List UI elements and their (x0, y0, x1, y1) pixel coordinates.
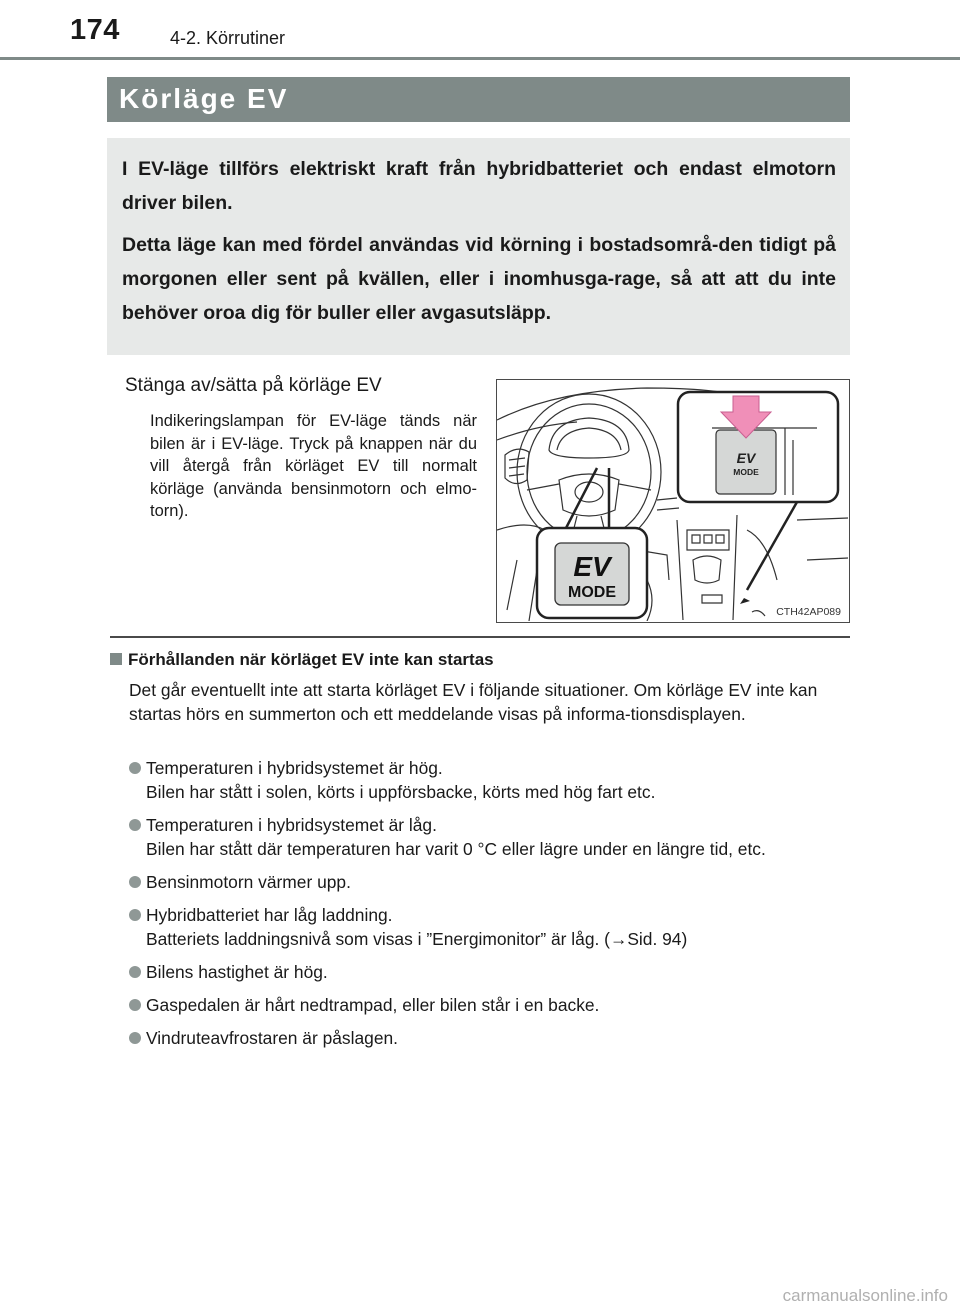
bullet-dot-icon (129, 966, 141, 978)
toggle-description: Indikeringslampan för EV-läge tänds när bilen är i EV-läge. Tryck på knappen när du vill återgå från körläget EV till normalt körläge (använda bensinmotorn och elmo-torn). (150, 412, 477, 520)
list-item-text: Bilens hastighet är hög. (146, 962, 328, 982)
bullet-dot-icon (129, 762, 141, 774)
conditions-heading (110, 650, 494, 670)
list-item-detail: Bilen har stått i solen, körts i uppförsbacke, körts med hög fart etc. (146, 782, 656, 802)
list-item-detail: Bilen har stått där temperaturen har varit 0 °C eller lägre under en längre tid, etc. (146, 839, 766, 859)
small-mode-label: MODE (733, 467, 759, 477)
toggle-title: Stänga av/sätta på körläge EV (125, 375, 382, 396)
list-item (129, 813, 854, 861)
figure-code: CTH42AP089 (776, 606, 841, 618)
header-rule (0, 57, 960, 60)
intro-paragraph-2: Detta läge kan med fördel användas vid körning i bostadsområ-den tidigt på morgonen eller sent på kvällen, eller i inomhusga-rage, så att att du inte behöver oroa dig för buller eller avgasutsläpp. (122, 234, 836, 324)
list-item (129, 993, 854, 1017)
section-title-bar (107, 77, 850, 122)
list-item (129, 1026, 854, 1050)
list-item-text: Bensinmotorn värmer upp. (146, 872, 351, 892)
list-item-text: Temperaturen i hybridsystemet är låg. (146, 815, 437, 835)
ev-mode-illustration (496, 379, 850, 623)
bullet-dot-icon (129, 999, 141, 1011)
small-ev-label: EV (736, 450, 756, 466)
list-item-text: Temperaturen i hybridsystemet är hög. (146, 758, 443, 778)
intro-paragraph-1: I EV-läge tillförs elektriskt kraft från hybridbatteriet och endast elmotorn driver bilen. (122, 158, 836, 214)
large-ev-label: EV (573, 551, 611, 582)
list-item (129, 903, 854, 951)
list-item (129, 960, 854, 984)
square-bullet-icon (110, 653, 122, 665)
list-item (129, 870, 854, 894)
bullet-dot-icon (129, 819, 141, 831)
list-item (129, 756, 854, 804)
list-item-detail: Batteriets laddningsnivå som visas i ”Energimonitor” är låg. (→Sid. 94) (146, 929, 688, 949)
intro-box (107, 138, 850, 355)
section-divider (110, 636, 850, 638)
list-item-text: Hybridbatteriet har låg laddning. (146, 905, 393, 925)
bullet-dot-icon (129, 876, 141, 888)
bullet-dot-icon (129, 1032, 141, 1044)
dashboard-drawing (497, 380, 848, 621)
conditions-list (129, 756, 854, 1059)
list-item-text: Gaspedalen är hårt nedtrampad, eller bilen står i en backe. (146, 995, 600, 1015)
list-item-text: Vindruteavfrostaren är påslagen. (146, 1028, 399, 1048)
watermark: carmanualsonline.info (782, 1286, 948, 1305)
conditions-intro: Det går eventuellt inte att starta körläget EV i följande situationer. Om körläge EV inte kan startas hörs en summerton och ett meddelande visas på informa-tionsdisplayen. (129, 680, 818, 724)
bullet-dot-icon (129, 909, 141, 921)
section-reference: 4-2. Körrutiner (170, 28, 286, 48)
section-title: Körläge EV (119, 83, 289, 114)
conditions-heading-text: Förhållanden när körläget EV inte kan startas (128, 650, 494, 669)
page-number: 174 (70, 14, 120, 46)
large-mode-label: MODE (568, 584, 616, 601)
